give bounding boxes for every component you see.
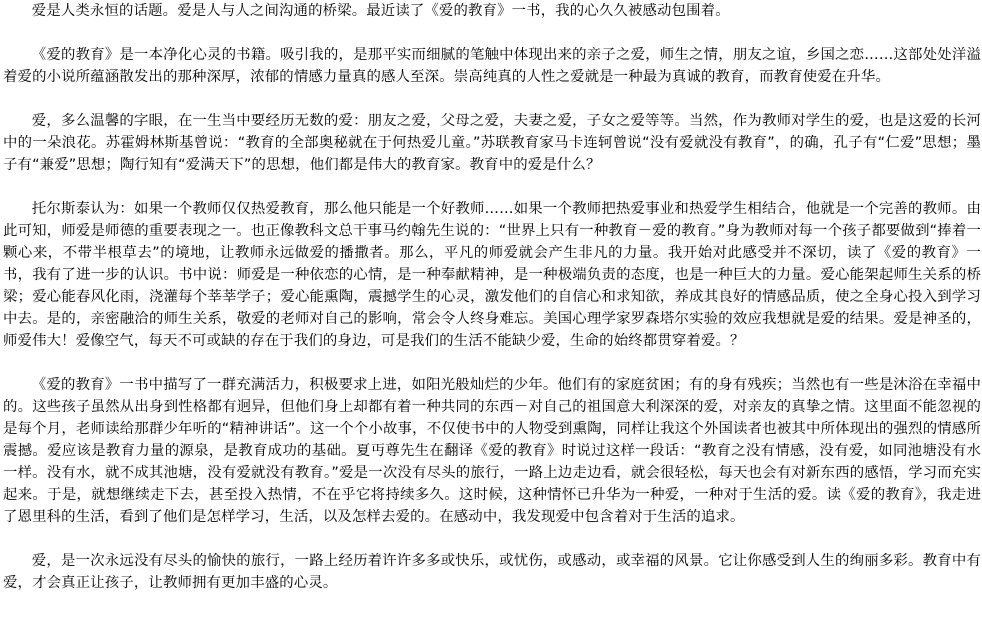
paragraph-3: 爱，多么温馨的字眼，在一生当中要经历无数的爱：朋友之爱，父母之爱，夫妻之爱，子女之爱等等。当然，作为教师对学生的爱，也是这爱的长河中的一朵浪花。苏霍姆林斯基曾说：“教育的全部奥秘就在于何热爱儿童。”苏联教育家马卡连轲曾说“没有爱就没有教育”，的确，孔子有“仁爱”思想；墨子有“兼爱”思想；陶行知有“爱满天下”的思想，他们都是伟大的教育家。教育中的爱是什么？ [3, 113, 981, 173]
paragraph-4: 托尔斯泰认为：如果一个教师仅仅热爱教育，那么他只能是一个好教师……如果一个教师把热爱事业和热爱学生相结合，他就是一个完善的教师。由此可知，师爱是师德的重要表现之一。也正像教科文总干事马约翰先生说的：“世界上只有一种教育－爱的教育。”身为教师对每一个孩子都要做到“捧着一颗心来，不带半根草去”的境地，让教师永远做爱的播撒者。那么，平凡的师爱就会产生非凡的力量。我开始对此感受并不深切，读了《爱的教育》一书，我有了进一步的认识。书中说：师爱是一种依恋的心情，是一种奉献精神，是一种极端负责的态度，也是一种巨大的力量。爱心能架起师生关系的桥梁；爱心能春风化雨，浇灌每个莘莘学子；爱心能熏陶，震撼学生的心灵，激发他们的自信心和求知欲，养成其良好的情感品质，使之全身心投入到学习中去。是的，亲密融洽的师生关系，敬爱的老师对自己的影响，常会令人终身难忘。美国心理学家罗森塔尔实验的效应我想就是爱的结果。爱是神圣的，师爱伟大！爱像空气，每天不可或缺的存在于我们的身边，可是我们的生活不能缺少爱，生命的始终都贯穿着爱。？ [3, 201, 981, 349]
paragraph-6: 爱，是一次永远没有尽头的愉快的旅行，一路上经历着许许多多或快乐，或忧伤，或感动，或幸福的风景。它让你感受到人生的绚丽多彩。教育中有爱，才会真正让孩子，让教师拥有更加丰盛的心灵。 [3, 553, 981, 591]
paragraph-2: 《爱的教育》是一本净化心灵的书籍。吸引我的，是那平实而细腻的笔触中体现出来的亲子之爱，师生之情，朋友之谊，乡国之恋……这部处处洋溢着爱的小说所蕴涵散发出的那种深厚，浓郁的情感力量真的感人至深。崇高纯真的人性之爱就是一种最为真诚的教育，而教育使爱在升华。 [3, 47, 981, 85]
paragraph-1: 爱是人类永恒的话题。爱是人与人之间沟通的桥梁。最近读了《爱的教育》一书，我的心久久被感动包围着。 [31, 3, 730, 19]
paragraph-5: 《爱的教育》一书中描写了一群充满活力，积极要求上进，如阳光般灿烂的少年。他们有的家庭贫困；有的身有残疾；当然也有一些是沐浴在幸福中的。这些孩子虽然从出身到性格都有迥异，但他们身上却都有着一种共同的东西－对自己的祖国意大利深深的爱，对亲友的真挚之情。这里面不能忽视的是每个月，老师读给那群少年听的“精神讲话”。这一个个小故事，不仅使书中的人物受到熏陶，同样让我这个外国读者也被其中所体现出的强烈的情感所震撼。爱应该是教育力量的源泉，是教育成功的基础。夏丏尊先生在翻译《爱的教育》时说过这样一段话：“教育之没有情感，没有爱，如同池塘没有水一样。没有水，就不成其池塘，没有爱就没有教育。”爱是一次没有尽头的旅行，一路上边走边看，就会很轻松，每天也会有对新东西的感悟，学习而充实起来。于是，就想继续走下去，甚至投入热情，不在乎它将持续多久。这时候，这种情怀已升华为一种爱，一种对于生活的爱。读《爱的教育》，我走进了恩里科的生活，看到了他们是怎样学习，生活，以及怎样去爱的。在感动中，我发现爱中包含着对于生活的追求。 [3, 377, 981, 525]
essay-document [3, 0, 981, 594]
